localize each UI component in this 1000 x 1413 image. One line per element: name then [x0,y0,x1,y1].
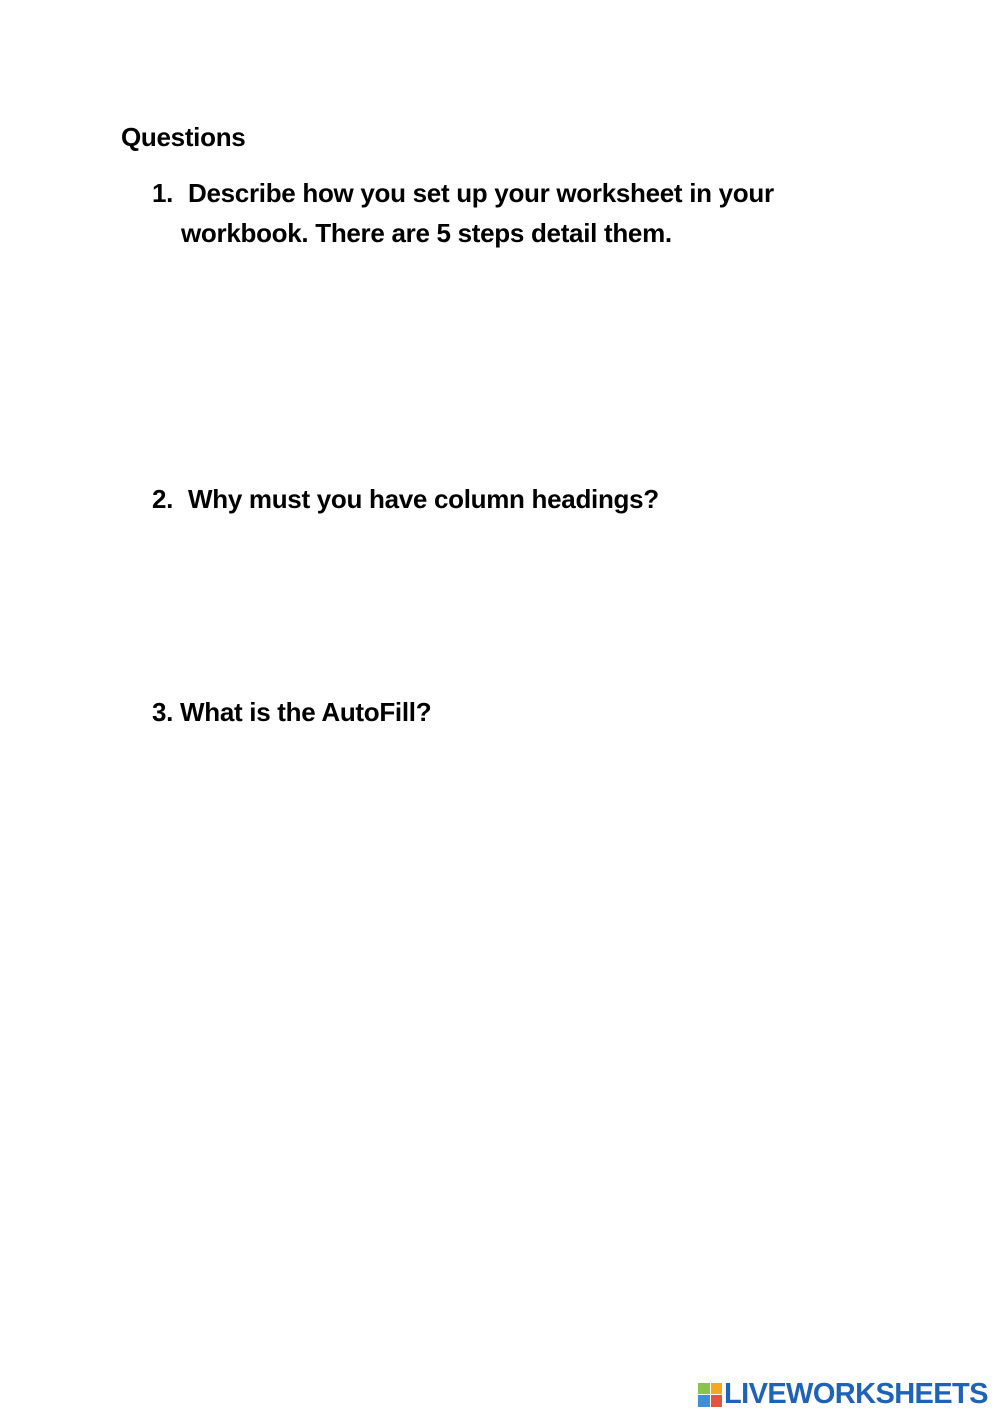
question-2-text: Why must you have column headings? [188,484,659,514]
page-heading: Questions [121,122,246,152]
question-1-text-line1: Describe how you set up your worksheet in your [188,178,774,208]
question-3 [152,692,431,732]
question-3-text: 3. What is the AutoFill? [152,697,432,727]
liveworksheets-logo[interactable] [698,1378,988,1411]
question-1-text-line2: workbook. There are 5 steps detail them. [181,218,672,248]
answer-area-2[interactable] [152,530,852,680]
question-2 [152,479,659,519]
liveworksheets-logo-icon [698,1383,722,1407]
question-1 [152,173,852,253]
question-2-number: 2. [152,484,174,514]
question-1-number: 1. [152,178,174,208]
answer-area-1[interactable] [152,260,852,460]
logo-text: LIVEWORKSHEETS [724,1378,988,1410]
answer-area-3[interactable] [152,740,852,1340]
